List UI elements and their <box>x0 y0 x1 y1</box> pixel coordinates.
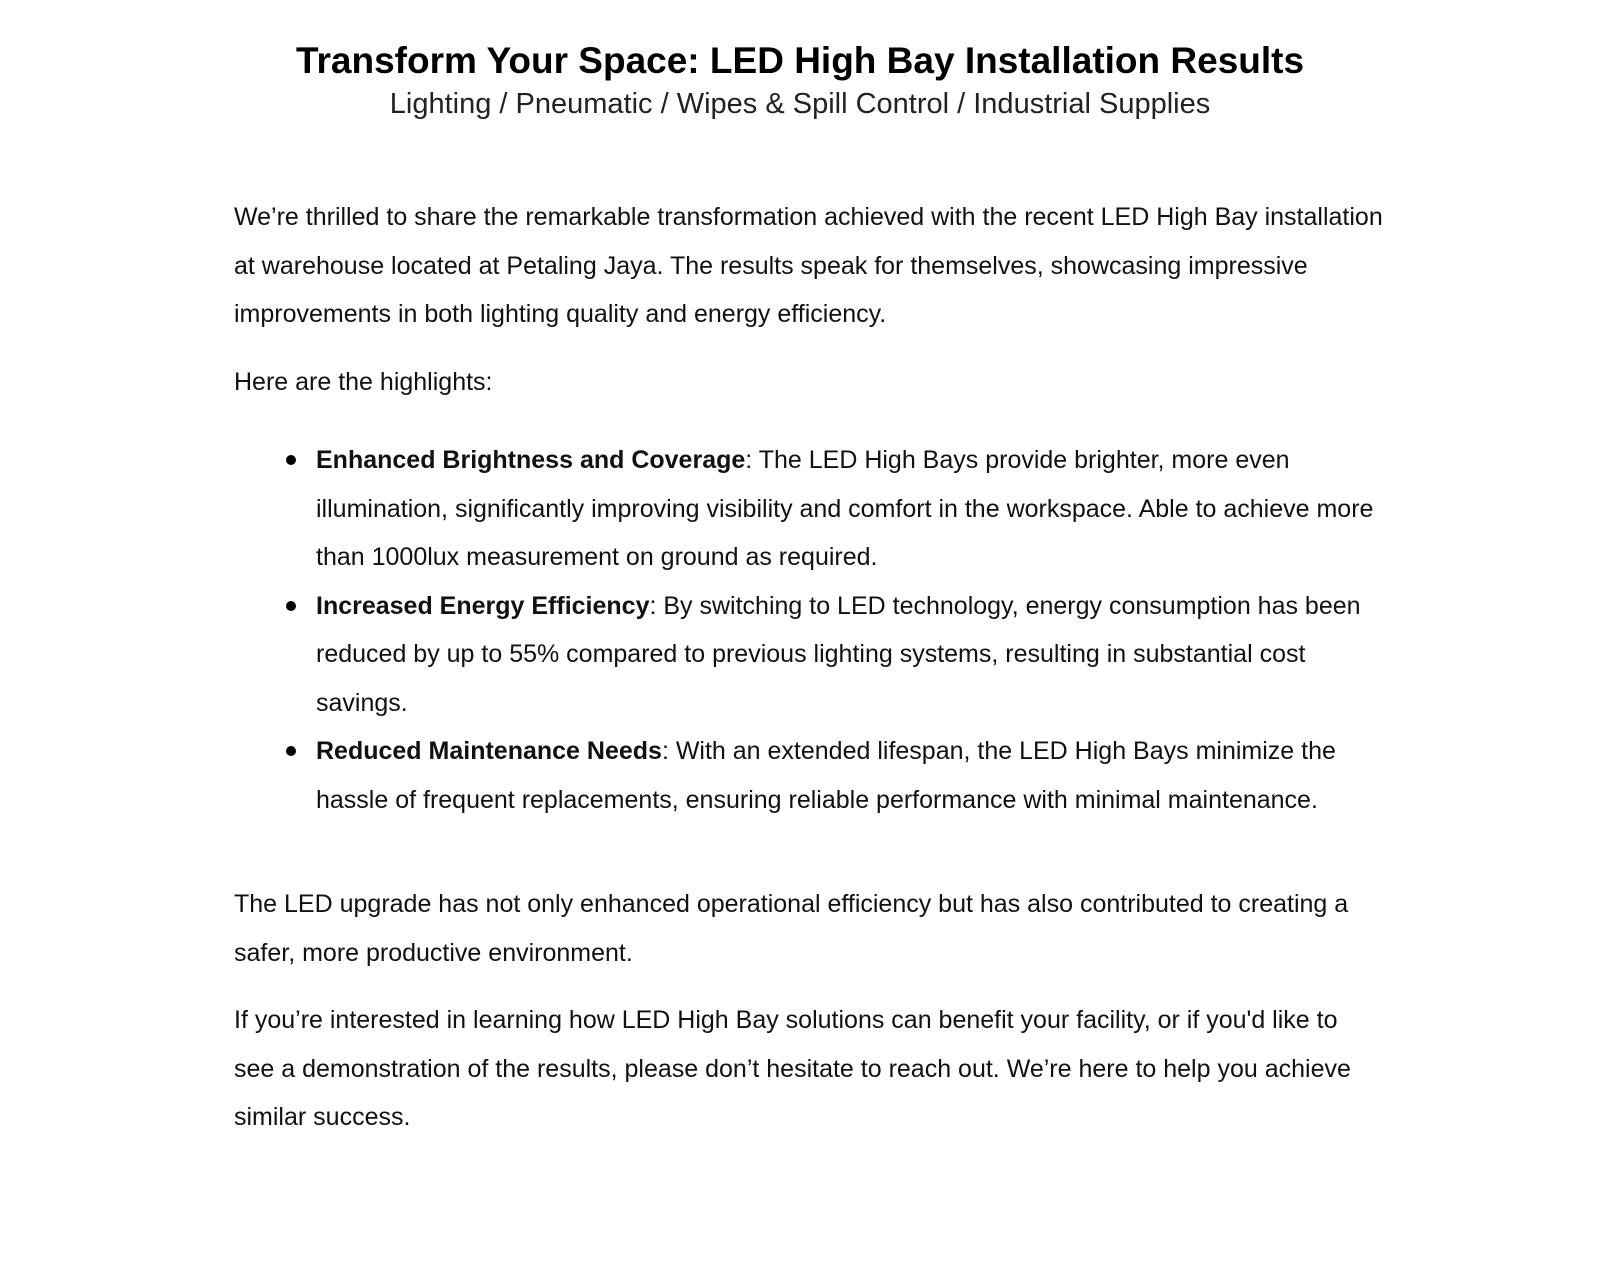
closing-paragraph: If you’re interested in learning how LED High Bay solutions can benefit your facility, or if you'd like to see a demonstration of the results, please don’t hesitate to reach out. We’re here to help you achieve similar success. <box>234 1006 1351 1131</box>
page-header <box>0 38 1600 124</box>
highlight-text: : The LED High Bays provide brighter, more even illumination, significantly improving visibility and comfort in the workspace. Able to achieve more than 1000lux measurement on ground as required. <box>316 446 1374 571</box>
highlights-list <box>234 436 1384 824</box>
page-title: Transform Your Space: LED High Bay Installation Results <box>295 40 1305 81</box>
outro-paragraph: The LED upgrade has not only enhanced operational efficiency but has also contributed to creating a safer, more productive environment. <box>234 890 1349 967</box>
list-item <box>316 582 1384 728</box>
bullet-icon <box>286 746 296 756</box>
highlight-term: Enhanced Brightness and Coverage <box>316 446 746 474</box>
bullet-icon <box>286 601 296 611</box>
list-item <box>316 436 1384 582</box>
highlight-text: : With an extended lifespan, the LED High Bays minimize the hassle of frequent replacements, ensuring reliable performance with minimal maintenance. <box>316 737 1336 814</box>
highlight-text: : By switching to LED technology, energy consumption has been reduced by up to 55% compared to previous lighting systems, resulting in substantial cost savings. <box>316 591 1361 717</box>
highlight-term: Reduced Maintenance Needs <box>316 737 662 765</box>
page-subtitle: Lighting / Pneumatic / Wipes & Spill Control / Industrial Supplies <box>389 88 1211 120</box>
bullet-icon <box>286 455 296 465</box>
highlights-lead: Here are the highlights: <box>234 367 493 396</box>
article-body <box>234 193 1384 1142</box>
list-item <box>316 727 1384 824</box>
intro-paragraph: We’re thrilled to share the remarkable transformation achieved with the recent LED High Bay installation at warehouse located at Petaling Jaya. The results speak for themselves, showcasing impressive improvements in both lighting quality and energy efficiency. <box>234 203 1383 328</box>
highlight-term: Increased Energy Efficiency <box>316 591 650 620</box>
